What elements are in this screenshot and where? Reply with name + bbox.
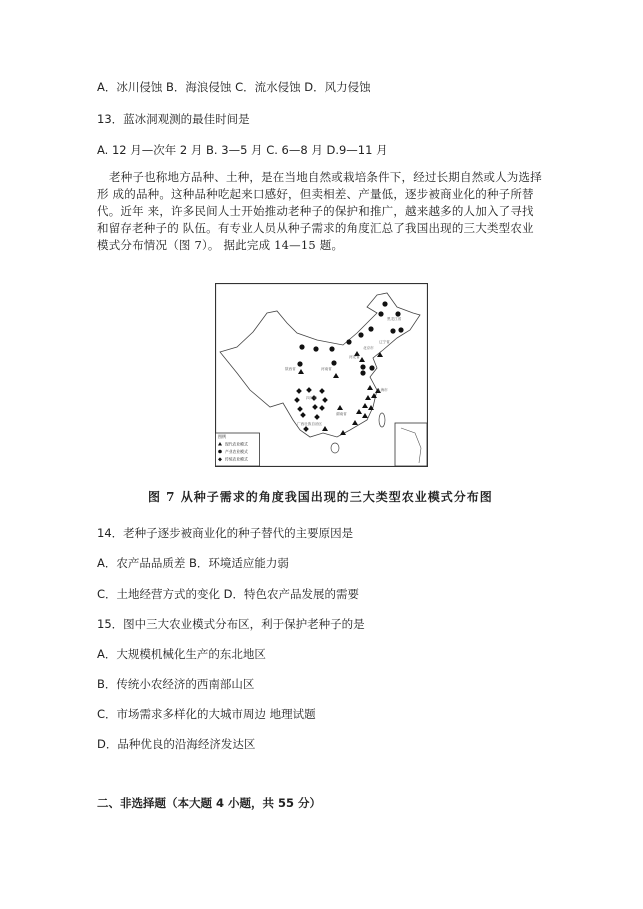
q15-option: A．大规模机械化生产的东北地区	[97, 647, 266, 661]
passage-line: 代。近年 来，许多民间人士开始推动老种子的保护和推广，越来越多的人加入了寻找	[97, 204, 534, 218]
passage-line: 老种子也称地方品种、土种，是在当地自然或栽培条件下，经过长期自然或人为选择	[109, 170, 542, 184]
figure-caption: 图 7 从种子需求的角度我国出现的三大类型农业模式分布图	[148, 490, 493, 504]
passage-line: 形 成的品种。这种品种吃起来口感好，但卖相差、产量低，逐步被商业化的种子所替	[97, 187, 534, 201]
map-label: 辽宁省	[379, 340, 390, 344]
section-heading: 二、非选择题（本大题 4 小题，共 55 分）	[97, 796, 322, 810]
q15-option: C．市场需求多样化的大城市周边 地理试题	[97, 707, 316, 721]
q15-option: B．传统小农经济的西南部山区	[97, 677, 255, 691]
q14-stem: 14．老种子逐步被商业化的种子替代的主要原因是	[97, 526, 354, 540]
q12-options: A．冰川侵蚀 B．海浪侵蚀 C．流水侵蚀 D．风力侵蚀	[97, 80, 371, 94]
map-label: 河北省	[349, 355, 360, 359]
circle-icon	[218, 450, 222, 454]
map-label: 北京市	[363, 346, 374, 350]
map-legend	[216, 433, 260, 466]
q15-stem: 15．图中三大农业模式分布区，利于保护老种子的是	[97, 617, 365, 631]
q13-options: A. 12 月—次年 2 月 B. 3—5 月 C. 6—8 月 D.9—11 月	[97, 143, 388, 157]
map-label: 湖南省	[336, 412, 347, 416]
map-label: 黑龙江省	[387, 317, 402, 321]
legend-title: 图例	[218, 434, 226, 439]
map-label: 陕西省	[285, 367, 296, 371]
q14-option: A．农产品品质差 B．环境适应能力弱	[97, 556, 289, 570]
map-label: 广西壮族自治区	[297, 422, 323, 426]
passage-line: 模式分布情况（图 7）。 据此完成 14—15 题。	[97, 238, 344, 252]
map-label: 四川省	[306, 396, 317, 400]
q13-stem: 13．蓝冰洞观测的最佳时间是	[97, 112, 250, 126]
map-label: 上海市	[377, 388, 388, 392]
passage	[97, 169, 567, 254]
legend-traditional: 传统农业模式	[225, 456, 248, 462]
legend-modern: 现代农业模式	[225, 441, 248, 447]
legend-industrial: 产业农业模式	[225, 449, 248, 454]
map-label: 河南省	[321, 367, 332, 371]
agriculture-mode-map	[215, 283, 428, 467]
q14-option: C．土地经营方式的变化 D．特色农产品发展的需要	[97, 587, 360, 601]
south-china-sea-inset	[395, 423, 427, 466]
q15-option: D．品种优良的沿海经济发达区	[97, 737, 256, 751]
passage-line: 和留存老种子的 队伍。有专业人员从种子需求的角度汇总了我国出现的三大类型农业	[97, 221, 534, 235]
